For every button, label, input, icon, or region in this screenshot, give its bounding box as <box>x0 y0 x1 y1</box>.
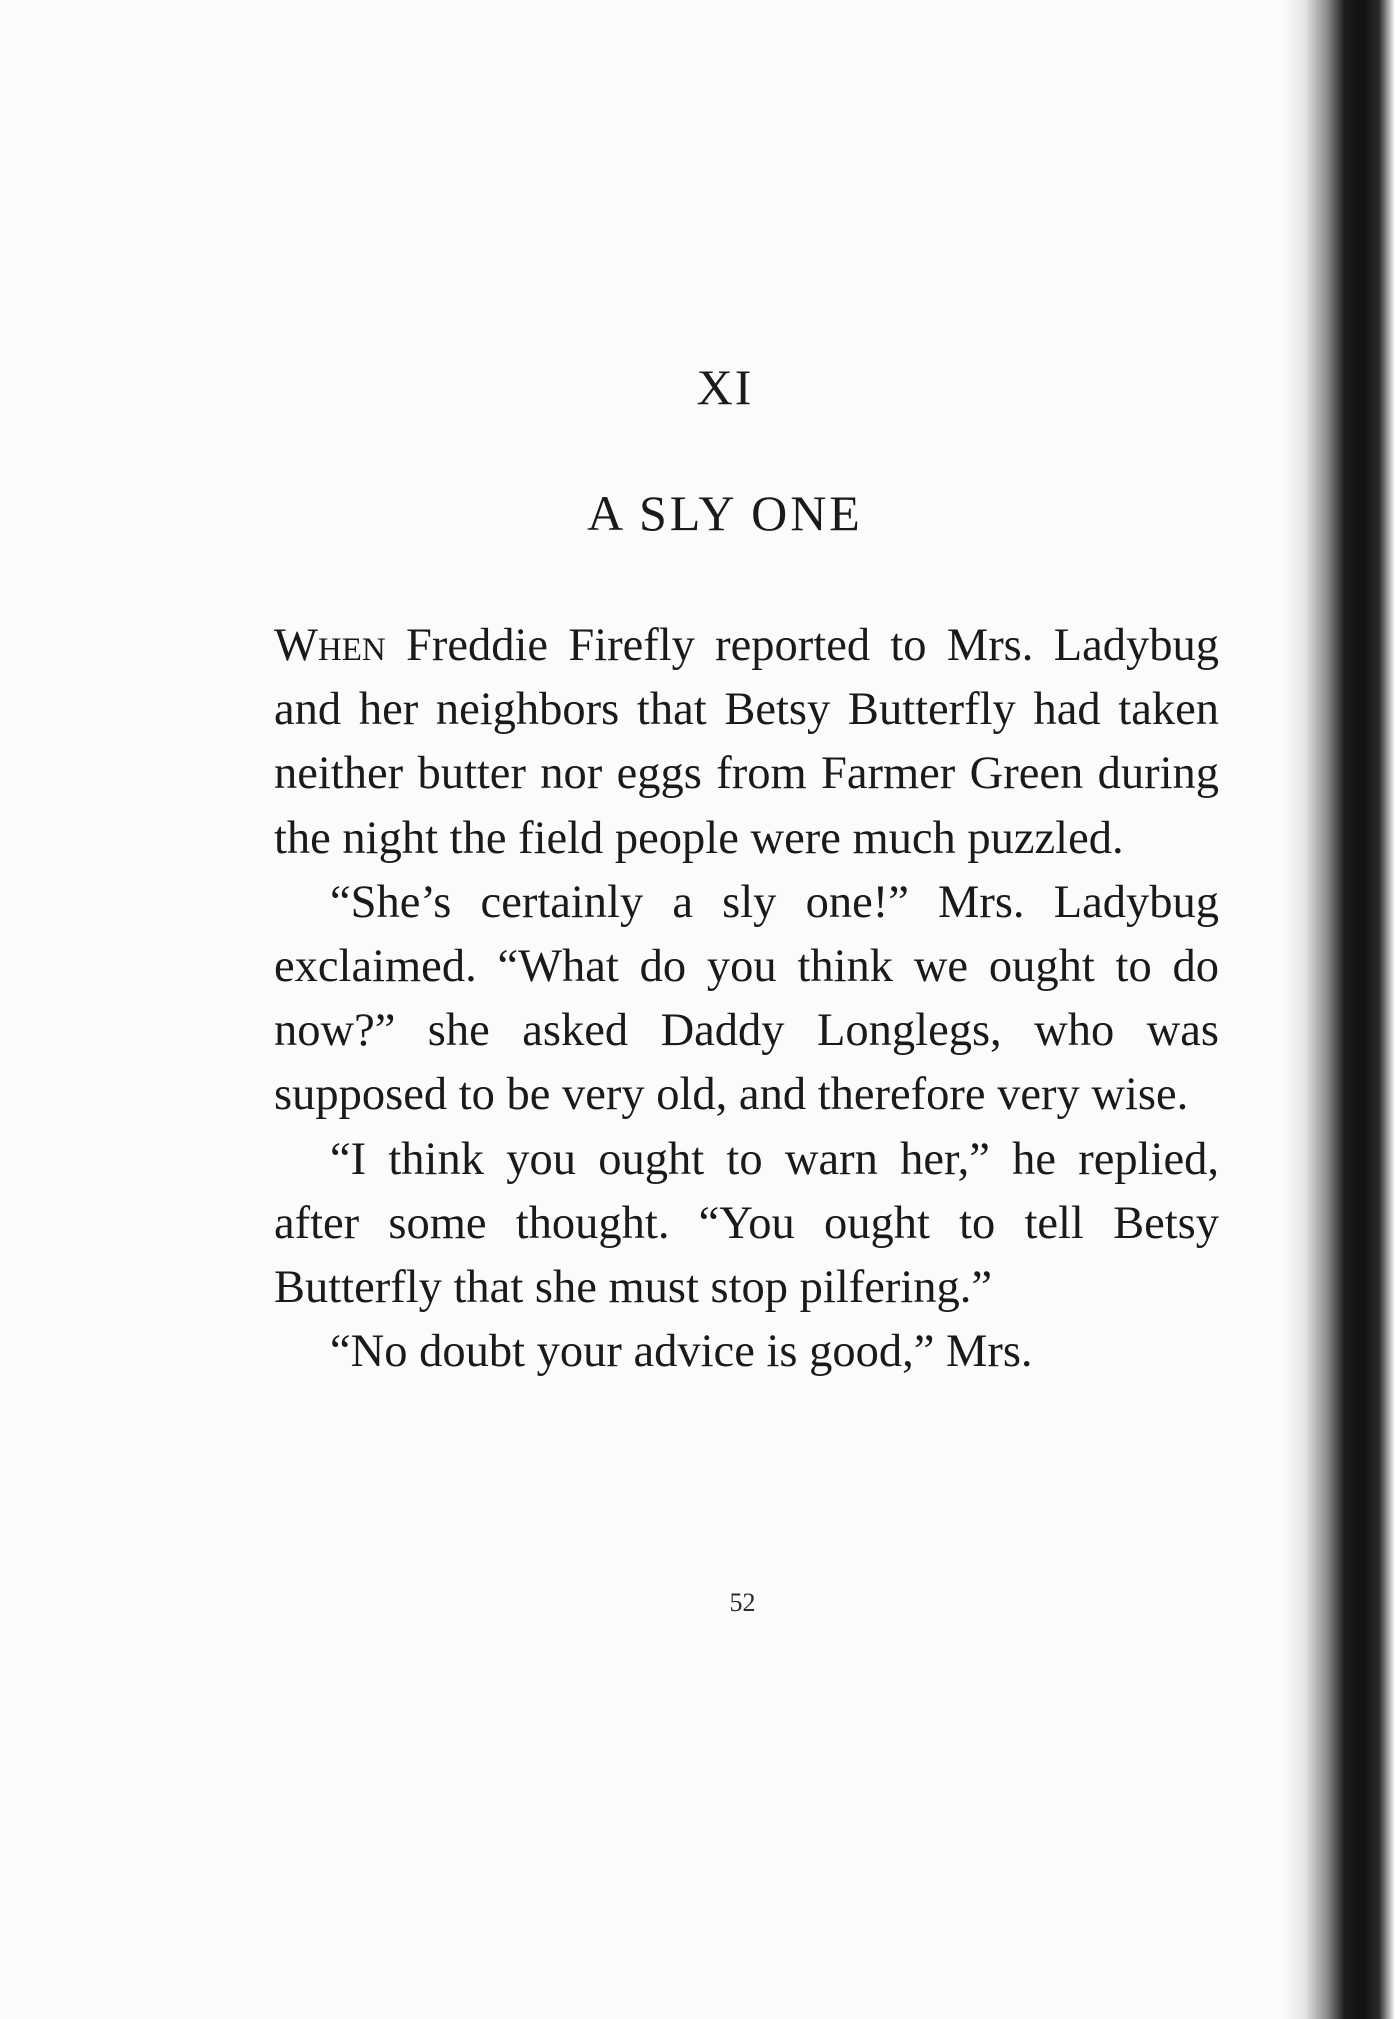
book-spine-shadow <box>1283 0 1395 2019</box>
paragraph-lead-word: When <box>274 620 386 671</box>
chapter-number: XI <box>696 359 754 415</box>
page-number: 52 <box>729 1588 756 1617</box>
paragraph-1 <box>274 614 1219 871</box>
paragraph-1-text: Freddie Firefly reported to Mrs. Ladybug and her neighbors that Betsy Butterfly had taken neither butter nor eggs from Farmer Green during the night the field people were much puzzled. <box>274 620 1219 864</box>
chapter-body <box>274 614 1219 1384</box>
paragraph-3: “I think you ought to warn her,” he replied, after some thought. “You ought to tell Betsy Butterfly that she must stop pilfering.” <box>274 1133 1219 1314</box>
paragraph-4: “No doubt your advice is good,” Mrs. <box>330 1326 1033 1378</box>
paragraph-2: “She’s certainly a sly one!” Mrs. Ladybug exclaimed. “What do you think we ought to do now?” she asked Daddy Longlegs, who was supposed to be very old, and therefore very wise. <box>274 876 1219 1121</box>
chapter-title: A SLY ONE <box>587 485 863 541</box>
